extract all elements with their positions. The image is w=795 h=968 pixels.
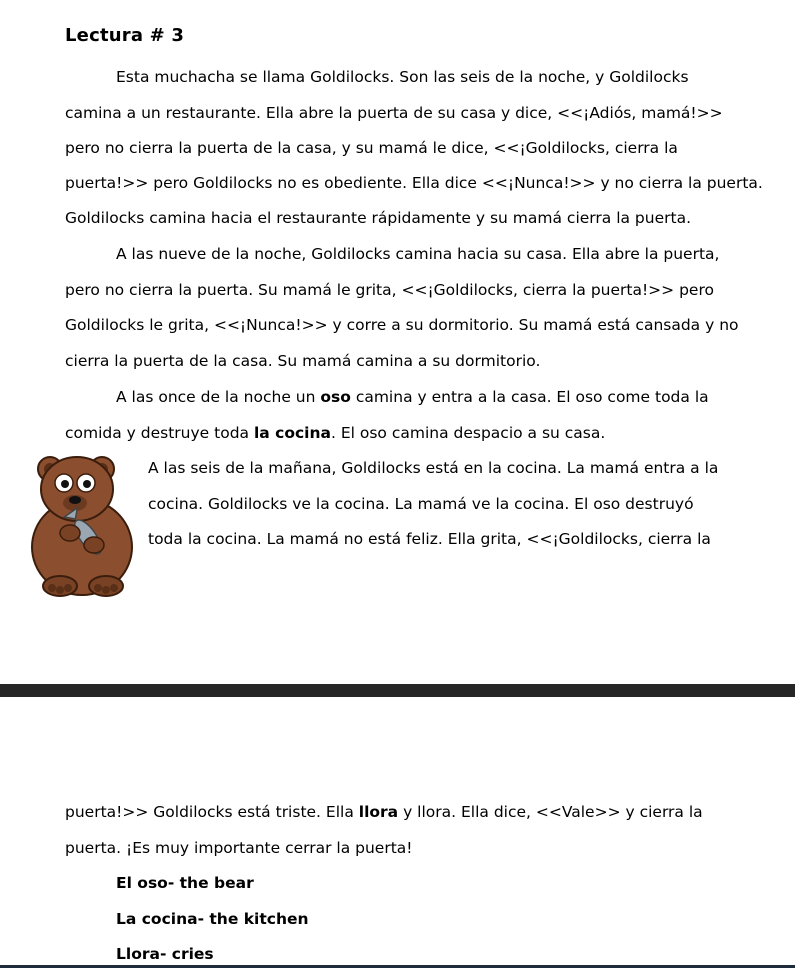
vocabulary-item: El oso- the bear xyxy=(116,874,254,892)
paragraph-2-line-4: cierra la puerta de la casa. Su mamá camina a su dormitorio. xyxy=(65,352,541,370)
paragraph-4-line-2: cocina. Goldilocks ve la cocina. La mamá ve la cocina. El oso destruyó xyxy=(148,495,694,513)
paragraph-1-line-3: pero no cierra la puerta de la casa, y su mamá le dice, <<¡Goldilocks, cierra la xyxy=(65,139,678,157)
vocabulary-item: Llora- cries xyxy=(116,945,214,963)
paragraph-4-continued-line-1 xyxy=(65,802,703,822)
paragraph-1-line-5: Goldilocks camina hacia el restaurante rápidamente y su mamá cierra la puerta. xyxy=(65,209,692,227)
paragraph-2-line-1: A las nueve de la noche, Goldilocks camina hacia su casa. Ella abre la puerta, xyxy=(116,245,720,263)
paragraph-3-line-1 xyxy=(116,387,709,407)
vocabulary-item: La cocina- the kitchen xyxy=(116,910,309,928)
paragraph-1-line-1: Esta muchacha se llama Goldilocks. Son las seis de la noche, y Goldilocks xyxy=(116,68,689,86)
bold-word-oso: oso xyxy=(320,388,351,406)
bear-icon xyxy=(28,455,138,597)
paragraph-3-text: comida y destruye toda xyxy=(65,424,254,442)
page-break-divider xyxy=(0,684,795,697)
paragraph-4-continued-line-2: puerta. ¡Es muy importante cerrar la puerta! xyxy=(65,839,413,857)
document-page-2 xyxy=(0,697,795,968)
paragraph-2-line-3: Goldilocks le grita, <<¡Nunca!>> y corre a su dormitorio. Su mamá está cansada y no xyxy=(65,316,739,334)
paragraph-4-line-1: A las seis de la mañana, Goldilocks está en la cocina. La mamá entra a la xyxy=(148,459,719,477)
paragraph-3-text: camina y entra a la casa. El oso come toda la xyxy=(350,388,709,406)
paragraph-4-text: puerta!>> Goldilocks está triste. Ella xyxy=(65,803,359,821)
paragraph-3-text: A las once de la noche un xyxy=(116,388,321,406)
bold-word-la-cocina: la cocina xyxy=(253,424,331,442)
bold-word-llora: llora xyxy=(358,803,399,821)
paragraph-4-line-3: toda la cocina. La mamá no está feliz. Ella grita, <<¡Goldilocks, cierra la xyxy=(148,530,711,548)
paragraph-3-line-2 xyxy=(65,423,605,443)
paragraph-2-line-2: pero no cierra la puerta. Su mamá le grita, <<¡Goldilocks, cierra la puerta!>> pero xyxy=(65,281,714,299)
paragraph-1-line-2: camina a un restaurante. Ella abre la puerta de su casa y dice, <<¡Adiós, mamá!>> xyxy=(65,104,723,122)
reading-title: Lectura # 3 xyxy=(65,25,185,46)
paragraph-4-text: y llora. Ella dice, <<Vale>> y cierra la xyxy=(398,803,703,821)
paragraph-3-text: . El oso camina despacio a su casa. xyxy=(330,424,606,442)
paragraph-1-line-4: puerta!>> pero Goldilocks no es obediente. Ella dice <<¡Nunca!>> y no cierra la puerta. xyxy=(65,174,763,192)
